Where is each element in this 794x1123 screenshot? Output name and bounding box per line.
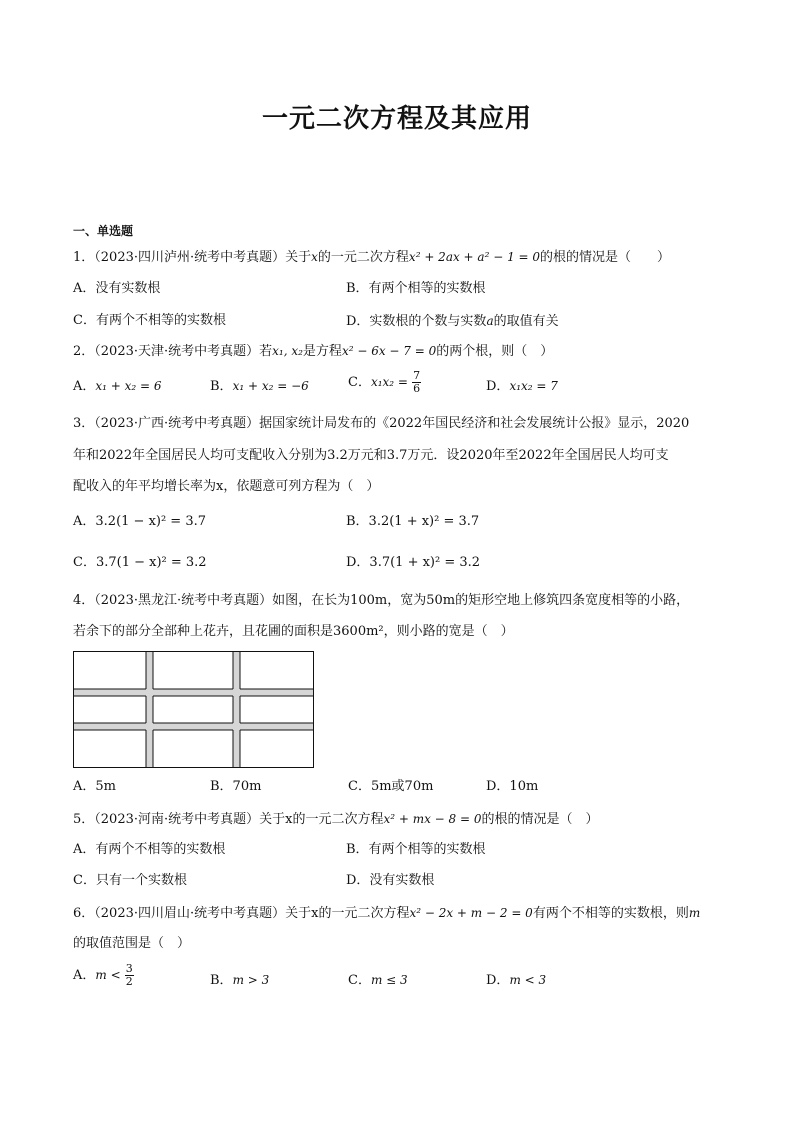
q6-d-label: D． [486, 973, 510, 988]
vertical-path-2 [233, 652, 240, 767]
q6-equation: x² − 2x + m − 2 = 0 [409, 906, 533, 920]
q2-b-label: B． [210, 379, 233, 394]
q5-option-b: B．有两个相等的实数根 [346, 842, 486, 857]
q1-equation: x² + 2ax + a² − 1 = 0 [408, 250, 541, 264]
q2-option-b [210, 376, 309, 397]
q5-option-d: D．没有实数根 [346, 873, 435, 888]
q6-option-b [210, 970, 269, 991]
q6-b-eq: m > 3 [232, 973, 270, 987]
q3-option-a: A．3.2(1 − x)² = 3.7 [73, 514, 207, 529]
q2-d-label: D． [486, 379, 510, 394]
q1-text-c: 的根的情况是（ ） [540, 250, 671, 265]
q6-text-c: 有两个不相等的实数根，则 [532, 906, 689, 921]
q1-option-d-text-b: 的取值有关 [493, 314, 559, 329]
garden-path-figure [73, 651, 315, 769]
q2-c-denominator: 6 [413, 382, 421, 395]
question-3-line-3: 配收入的年平均增长率为x，依题意可列方程为（ ） [73, 479, 380, 494]
horizontal-path-1 [74, 689, 313, 696]
q3-option-c: C．3.7(1 − x)² = 3.2 [73, 555, 207, 570]
q6-option-a [73, 963, 134, 988]
question-1-stem [73, 247, 670, 268]
q2-c-eq: x₁x₂ = [370, 375, 408, 389]
vertical-path-1 [146, 652, 153, 767]
q2-d-eq: x₁x₂ = 7 [509, 379, 558, 393]
q2-option-c [348, 370, 421, 395]
q2-c-label: C． [348, 375, 371, 390]
q2-option-a [73, 376, 162, 397]
q6-a-numerator: 3 [125, 962, 133, 975]
q2-text-b: 是方程 [302, 344, 342, 359]
q1-option-d-var: a [486, 314, 494, 328]
q2-text-c: 的两个根，则（ ） [436, 344, 554, 359]
q4-option-b: B．70m [210, 779, 262, 794]
q2-text-a: 2．（2023·天津·统考中考真题）若 [73, 344, 273, 359]
q6-option-c [348, 970, 408, 991]
q6-a-fraction [125, 963, 134, 988]
q5-text-a: 5．（2023·河南·统考中考真题）关于x的一元二次方程 [73, 812, 384, 827]
q5-option-c: C．只有一个实数根 [73, 873, 187, 888]
q2-c-fraction [412, 370, 421, 395]
question-2-stem [73, 341, 553, 362]
page-title: 一元二次方程及其应用 [261, 104, 532, 134]
question-3-line-1: 3．（2023·广西·统考中考真题）据国家统计局发布的《2022年国民经济和社会发展统计公报》显示，2020 [73, 416, 690, 431]
field-rect [74, 652, 314, 768]
q4-option-d: D．10m [486, 779, 539, 794]
q1-text-b: 的一元二次方程 [317, 250, 409, 265]
q2-a-eq: x₁ + x₂ = 6 [95, 379, 162, 393]
q6-a-label: A． [73, 968, 96, 983]
q6-var: m [688, 906, 701, 920]
question-4-line-2: 若余下的部分全部种上花卉，且花圃的面积是3600m²，则小路的宽是（ ） [73, 624, 514, 639]
q1-var: x [311, 250, 318, 264]
q2-vars: x₁, x₂ [272, 344, 303, 358]
q5-option-a: A．有两个不相等的实数根 [73, 842, 226, 857]
q1-option-d [346, 311, 559, 332]
section-heading: 一、单选题 [73, 224, 134, 238]
question-3-line-2: 年和2022年全国居民人均可支配收入分别为3.2万元和3.7万元．设2020年至2022年全国居民人均可支 [73, 448, 669, 463]
q1-option-a: A．没有实数根 [73, 281, 161, 296]
question-5-stem [73, 809, 599, 830]
q1-option-b: B．有两个相等的实数根 [346, 281, 486, 296]
q1-option-d-text-a: D．实数根的个数与实数 [346, 314, 487, 329]
q6-a-denominator: 2 [125, 975, 133, 988]
q2-b-eq: x₁ + x₂ = −6 [232, 379, 309, 393]
q2-c-numerator: 7 [413, 369, 421, 382]
q5-equation: x² + mx − 8 = 0 [383, 812, 482, 826]
horizontal-path-2 [74, 723, 313, 730]
q6-c-eq: m ≤ 3 [370, 973, 408, 987]
q2-equation: x² − 6x − 7 = 0 [341, 344, 437, 358]
q6-d-eq: m < 3 [509, 973, 547, 987]
q4-option-a: A．5m [73, 779, 116, 794]
q6-text-a: 6．（2023·四川眉山·统考中考真题）关于x的一元二次方程 [73, 906, 410, 921]
q1-text-a: 1．（2023·四川泸州·统考中考真题）关于 [73, 250, 312, 265]
q6-c-label: C． [348, 973, 371, 988]
q3-option-d: D．3.7(1 + x)² = 3.2 [346, 555, 481, 570]
q6-option-d [486, 970, 546, 991]
q3-option-b: B．3.2(1 + x)² = 3.7 [346, 514, 480, 529]
q6-b-label: B． [210, 973, 233, 988]
q1-option-c: C．有两个不相等的实数根 [73, 313, 226, 328]
question-4-line-1: 4．（2023·黑龙江·统考中考真题）如图，在长为100m，宽为50m的矩形空地上修筑四条宽度相等的小路， [73, 593, 690, 608]
q2-option-d [486, 376, 558, 397]
q5-text-c: 的根的情况是（ ） [481, 812, 599, 827]
question-6-line-2: 的取值范围是（ ） [73, 936, 191, 951]
q2-a-label: A． [73, 379, 96, 394]
q6-a-eq: m < [95, 968, 121, 982]
q4-option-c: C．5m或70m [348, 779, 434, 794]
question-6-line-1 [73, 903, 700, 924]
